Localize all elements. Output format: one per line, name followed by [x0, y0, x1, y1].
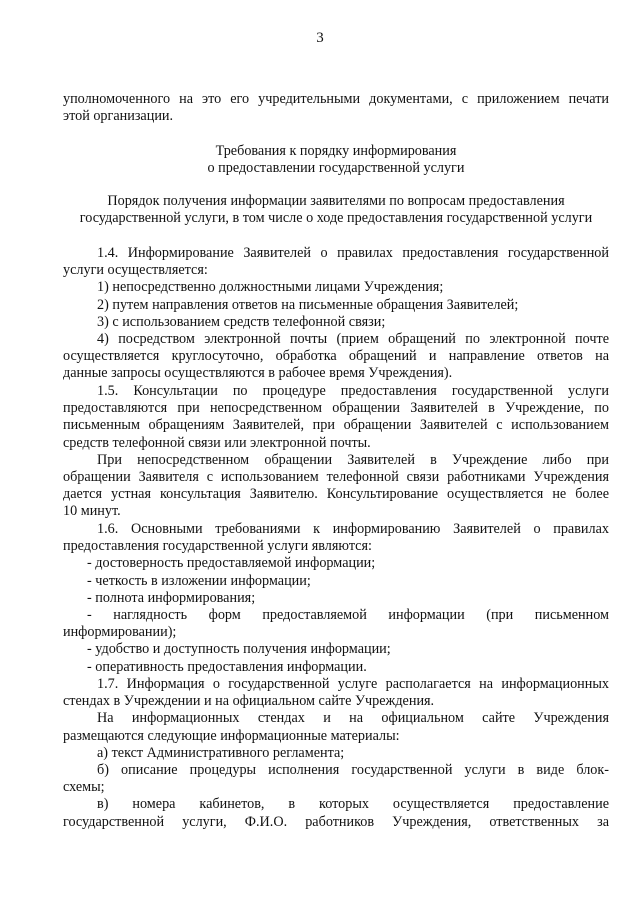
text-line: предоставляются при непосредственном обращении Заявителей в Учреждение, по	[63, 400, 609, 417]
title-line: Порядок получения информации заявителями по вопросам предоставления	[107, 193, 565, 209]
text-line: государственной услуги, Ф.И.О. работников Учреждения, ответственных за	[63, 813, 609, 830]
list-item: - полнота информирования;	[87, 589, 256, 606]
list-item: - наглядность форм предоставляемой информации (при письменном	[87, 606, 609, 623]
text-line: предоставления государственной услуги являются:	[63, 538, 372, 555]
list-item: - удобство и доступность получения информации;	[87, 641, 391, 658]
text-line: осуществляется круглосуточно, обработка обращений и направление ответов на	[63, 348, 609, 365]
text-line: размещаются следующие информационные материалы:	[63, 727, 400, 744]
text-line: 1.4. Информирование Заявителей о правилах предоставления государственной	[97, 245, 609, 261]
title-line: Требования к порядку информирования	[215, 143, 457, 159]
subsection-title	[63, 193, 609, 227]
list-item: 2) путем направления ответов на письменные обращения Заявителей;	[97, 296, 519, 313]
text-line: информировании);	[63, 624, 177, 641]
list-item: б) описание процедуры исполнения государственной услуги в виде блок-	[97, 761, 609, 778]
list-item: - оперативность предоставления информации.	[87, 658, 367, 675]
text-line: 1.5. Консультации по процедуре предоставления государственной услуги	[97, 383, 609, 399]
paragraph-1-4	[63, 245, 609, 383]
list-item: 4) посредством электронной почты (прием обращений по электронной почте	[97, 330, 609, 347]
paragraph-1-6	[63, 521, 609, 676]
text-line: дается устная консультация Заявителю. Консультирование осуществляется не более	[63, 486, 609, 503]
paragraph-1-5	[63, 383, 609, 521]
list-item: в) номера кабинетов, в которых осуществляется предоставление	[97, 796, 609, 813]
continuation-paragraph	[63, 91, 609, 125]
paragraph-1-7	[63, 676, 609, 831]
text-line: данные запросы осуществляются в рабочее время Учреждения).	[63, 365, 453, 382]
list-item: а) текст Административного регламента;	[97, 744, 345, 761]
text-line: 1.7. Информация о государственной услуге располагается на информационных	[97, 676, 609, 692]
list-item: - четкость в изложении информации;	[87, 572, 311, 589]
list-item: - достоверность предоставляемой информации;	[87, 555, 376, 572]
text-line: обращении Заявителя с использованием телефонной связи работниками Учреждения	[63, 468, 609, 485]
title-line: государственной услуги, в том числе о ходе предоставления государственной услуги	[79, 210, 593, 227]
page-number: 3	[316, 30, 324, 46]
text-line: схемы;	[63, 779, 105, 796]
text-line: услуги осуществляется:	[63, 262, 208, 279]
text-line: При непосредственном обращении Заявителей в Учреждение либо при	[97, 451, 609, 468]
text-line: На информационных стендах и на официальном сайте Учреждения	[97, 710, 609, 727]
list-item: 3) с использованием средств телефонной связи;	[97, 313, 386, 330]
title-line: о предоставлении государственной услуги	[207, 160, 465, 177]
text-line: письменным обращениям Заявителей, при обращении Заявителей с использованием	[63, 417, 609, 434]
text-line: стендах в Учреждении и на официальном сайте Учреждения.	[63, 693, 435, 710]
text-line: 1.6. Основными требованиями к информированию Заявителей о правилах	[97, 521, 609, 537]
text-line: уполномоченного на это его учредительными документами, с приложением печати	[63, 91, 609, 107]
list-item: 1) непосредственно должностными лицами Учреждения;	[97, 279, 444, 296]
text-line: этой организации.	[63, 108, 174, 125]
section-title	[63, 143, 609, 177]
text-line: средств телефонной связи или электронной почты.	[63, 434, 371, 451]
text-line: 10 минут.	[63, 503, 121, 520]
